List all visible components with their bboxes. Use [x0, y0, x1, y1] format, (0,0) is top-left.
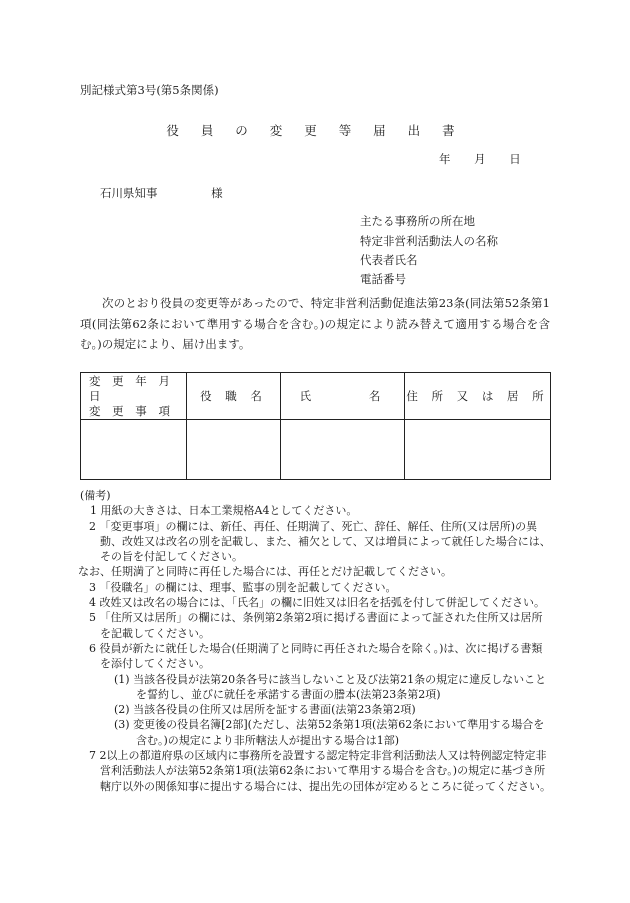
notes-heading: (備考) [80, 489, 111, 502]
submitter-address-label: 主たる事務所の所在地 [360, 214, 475, 228]
document-title: 役 員 の 変 更 等 届 出 書 [166, 123, 464, 138]
cell-name[interactable] [281, 420, 405, 480]
note-2: 2 「変更事項」の欄には、新任、再任、任期満了、死亡、辞任、解任、住所(又は居所)の異動、改姓又は改名の別を記載し、また、補欠として、又は増員によって就任した場合には、その旨を付記してください。 [89, 519, 551, 564]
note-6-3: (3) 変更後の役員名簿[2部](ただし、法第52条第1項(法第62条において準用する場合を含む。)の規定により非所轄法人が提出する場合は1部) [114, 718, 545, 747]
submitter-representative-label: 代表者氏名 [360, 253, 418, 267]
note-7: 7 2以上の都道府県の区域内に事務所を設置する認定特定非営利活動法人又は特例認定特定非営利活動法人が法第52条第1項(法第62条において準用する場合を含む。)の規定に基づき所轄庁以外の関係知事に提出する場合には、提出先の団体が定めるところに従ってください。 [89, 749, 551, 793]
header-address: 住 所 又 は 居 所 [405, 373, 551, 420]
notes-section [80, 488, 552, 794]
note-3: 3 「役職名」の欄には、理事、監事の別を記載してください。 [89, 580, 397, 594]
note-1: 1 用紙の大きさは、日本工業規格A4としてください。 [90, 504, 358, 518]
note-6-2: (2) 当該各役員の住所又は居所を証する書面(法第23条第2項) [114, 703, 416, 717]
table-header-row [81, 373, 551, 420]
header-change-items: 変 更 事 項 [89, 403, 174, 418]
officer-change-table [80, 372, 551, 480]
note-6: 6 役員が新たに就任した場合(任期満了と同時に再任された場合を除く。)は、次に掲げる書類を添付してください。 [89, 641, 543, 671]
note-4: 4 改姓又は改名の場合には、「氏名」の欄に旧姓又は旧名を括弧を付して併記してください。 [89, 596, 545, 610]
intro-paragraph: 次のとおり役員の変更等があったので、特定非営利活動促進法第23条(同法第52条第1項(同法第62条において準用する場合を含む。)の規定により読み替えて適用する場合を含む。)の規定により、届け出ます。 [80, 296, 550, 351]
table-row [81, 420, 551, 480]
form-number: 別記様式第3号(第5条関係) [80, 83, 219, 97]
header-position: 役 職 名 [187, 373, 281, 420]
note-2-addendum: なお、任期満了と同時に再任した場合には、再任とだけ記載してください。 [78, 565, 452, 579]
cell-position[interactable] [187, 420, 281, 480]
header-change-date: 変 更 年 月 日 [89, 373, 174, 403]
date-line: 年 月 日 [439, 152, 521, 166]
submitter-org-name-label: 特定非営利活動法人の名称 [360, 234, 498, 248]
header-change-date-items [81, 373, 187, 420]
cell-change-date-items[interactable] [81, 420, 187, 480]
header-name: 氏 名 [281, 373, 405, 420]
addressee: 石川県知事 様 [100, 186, 223, 200]
note-6-1: (1) 当該各役員が法第20条各号に該当しないこと及び法第21条の規定に違反しないことを誓約し、並びに就任を承諾する書面の謄本(法第23条第2項) [114, 672, 547, 701]
cell-address[interactable] [405, 420, 551, 480]
note-5: 5 「住所又は居所」の欄には、条例第2条第2項に掲げる書面によって証された住所又は居所を記載してください。 [89, 611, 543, 640]
submitter-phone-label: 電話番号 [360, 272, 406, 286]
